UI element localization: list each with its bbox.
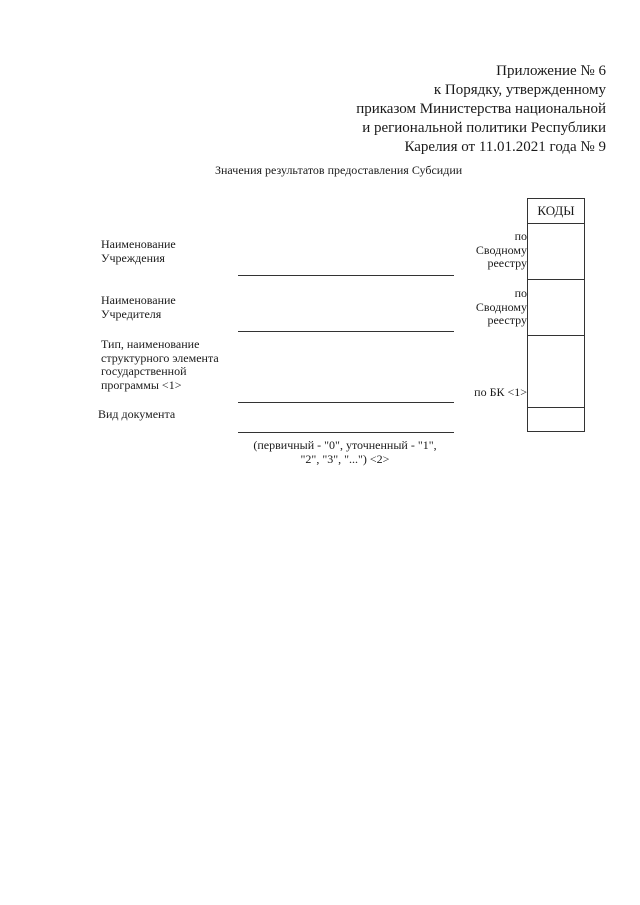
codes-table (527, 198, 585, 432)
input-line-founder[interactable] (238, 331, 454, 332)
code-cell-doc-type[interactable] (528, 407, 584, 433)
code-cell-institution[interactable] (528, 223, 584, 280)
code-cell-founder[interactable] (528, 279, 584, 336)
header-line: приказом Министерства национальной (356, 101, 606, 117)
codes-header: КОДЫ (537, 203, 575, 218)
header-line: и региональной политики Республики (362, 120, 606, 136)
code-cell-program[interactable] (528, 335, 584, 408)
document-title: Значения результатов предоставления Субсидии (215, 163, 463, 177)
appendix-header (356, 62, 606, 157)
right-label-founder: по Сводному реестру (475, 286, 527, 327)
field-label-program: Тип, наименование структурного элемента государственной программы <1> (101, 337, 219, 392)
input-line-program[interactable] (238, 402, 454, 403)
field-label-institution: Наименование Учреждения (101, 237, 176, 265)
header-line: к Порядку, утвержденному (433, 82, 606, 98)
right-label-program: по БК <1> (474, 385, 527, 399)
doc-type-note: (первичный - "0", уточненный - "1", "2", "3", "...") <2> (253, 438, 437, 466)
input-line-doc-type[interactable] (238, 432, 454, 433)
field-label-doc-type: Вид документа (98, 407, 176, 421)
header-line: Карелия от 11.01.2021 года № 9 (404, 139, 606, 155)
input-line-institution[interactable] (238, 275, 454, 276)
field-label-founder: Наименование Учредителя (101, 293, 176, 321)
right-label-institution: по Сводному реестру (475, 229, 527, 270)
header-line: Приложение № 6 (496, 63, 606, 79)
